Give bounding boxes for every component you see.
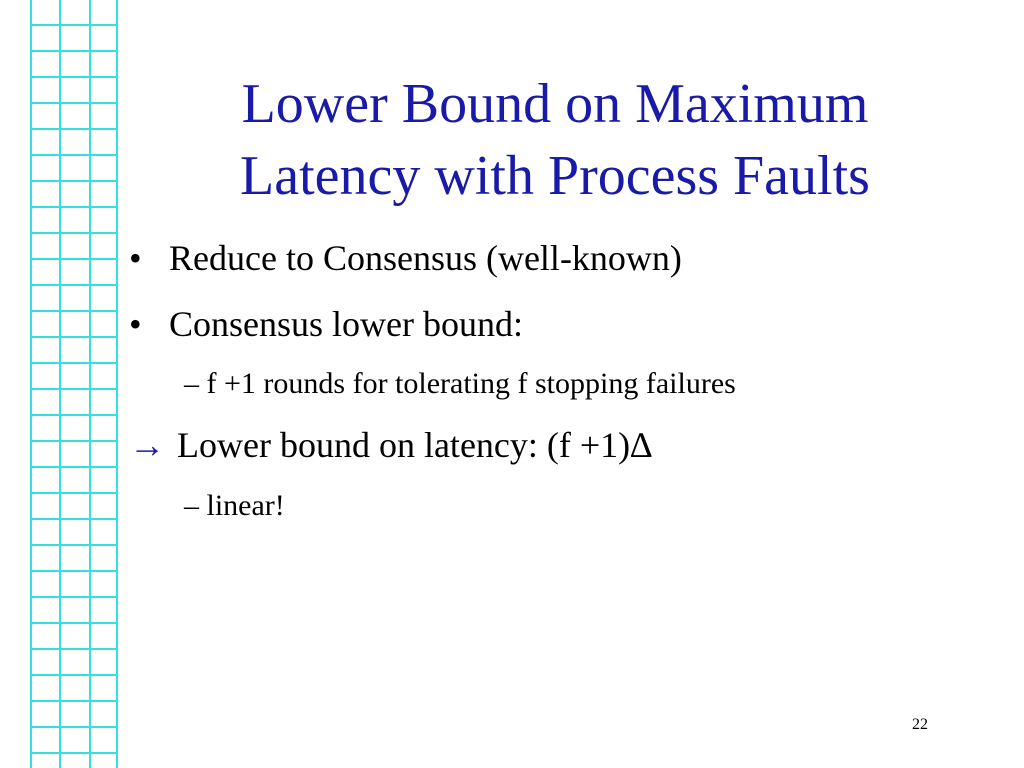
sub-bullet-linear: – linear!: [184, 489, 285, 522]
sub-bullet-rounds: – f +1 rounds for tolerating f stopping failures: [184, 367, 736, 400]
title-line-1: Lower Bound on Maximum: [241, 73, 869, 135]
delta-symbol: ∆: [630, 425, 653, 465]
grid-decoration: [30, 0, 118, 768]
bullet-text: Reduce to Consensus (well-known): [169, 238, 682, 278]
title-line-2: Latency with Process Faults: [240, 145, 870, 207]
implication-text: Lower bound on latency: (f +1): [177, 425, 631, 465]
slide-title: [140, 68, 970, 212]
right-arrow-icon: →: [129, 425, 165, 465]
implication-line: [129, 424, 652, 466]
page-number: 22: [912, 716, 928, 733]
bullet-marker: •: [129, 304, 142, 344]
bullet-marker: •: [129, 238, 142, 278]
bullet-text: Consensus lower bound:: [169, 304, 523, 344]
